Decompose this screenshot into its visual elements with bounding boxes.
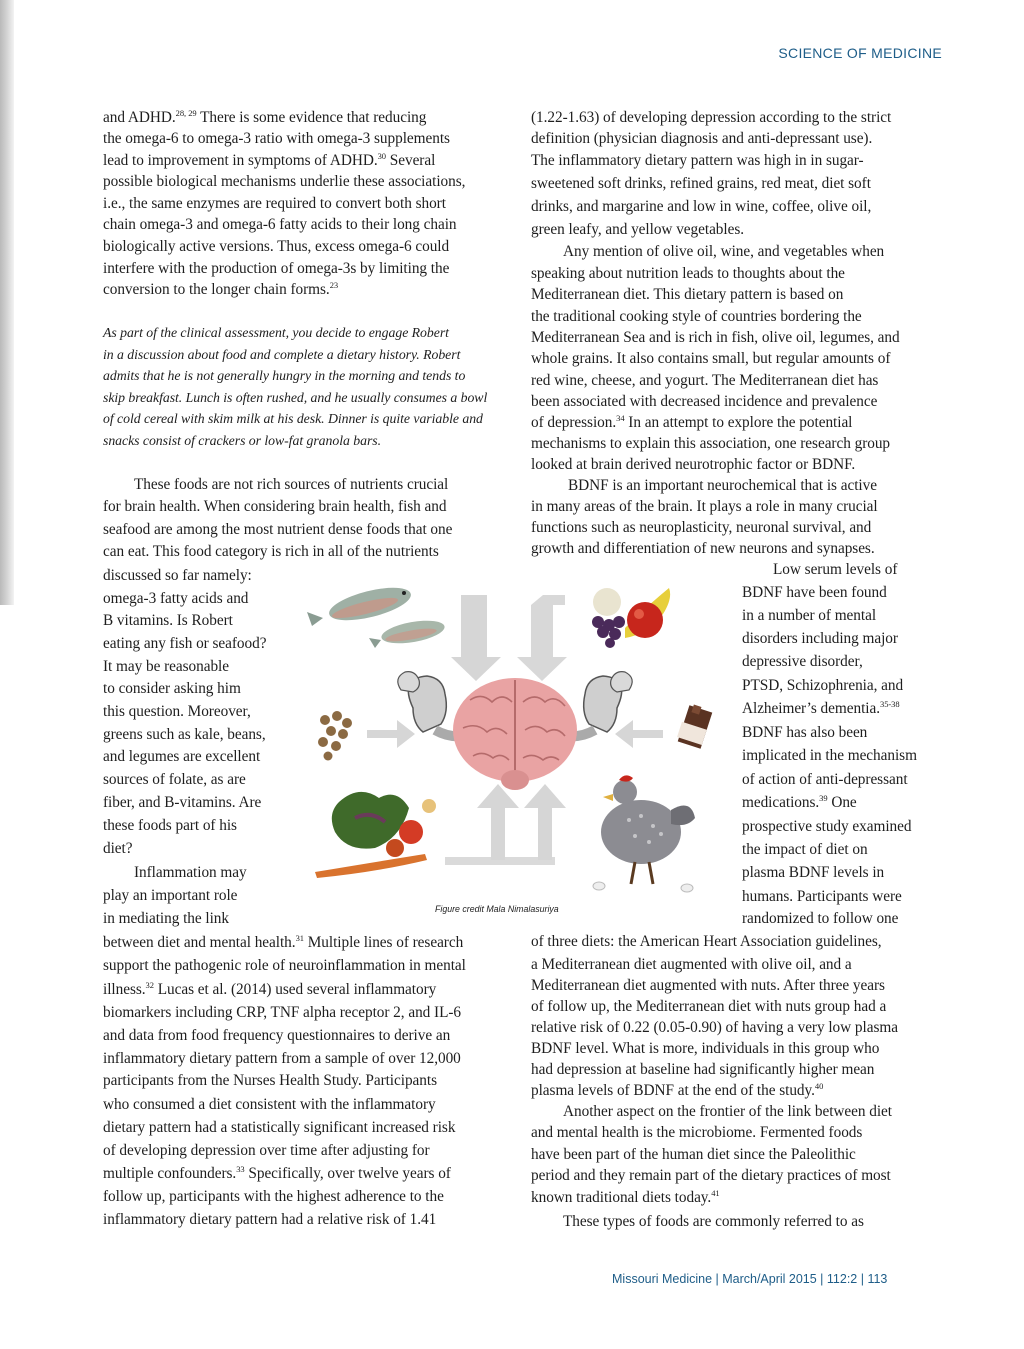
text-span: humans. Participants were [742, 888, 902, 905]
citation-superscript: 35-38 [880, 699, 900, 709]
right-line [531, 284, 843, 306]
right-line [531, 196, 871, 218]
citation-superscript: 31 [295, 933, 304, 943]
text-span: In an attempt to explore the potential [624, 414, 853, 431]
left-line [103, 171, 465, 193]
citation-superscript: 40 [814, 1081, 824, 1091]
text-span: a Mediterranean diet augmented with olive oil, and a [531, 956, 852, 973]
text-span: randomized to follow one [742, 910, 899, 927]
right-line [563, 1101, 892, 1123]
text-span: inflammatory dietary pattern from a sample of over 12,000 [103, 1050, 461, 1067]
text-span: fiber, and B-vitamins. Are [103, 794, 262, 811]
right-line [742, 628, 898, 650]
left-line [103, 885, 237, 907]
text-span: BDNF have been found [742, 584, 887, 601]
text-span: in many areas of the brain. It plays a role in many crucial [531, 498, 878, 515]
left-line [103, 746, 260, 768]
text-span: mechanisms to explain this association, one research group [531, 435, 891, 452]
text-span: prospective study examined [742, 818, 912, 835]
text-span: green leafy, and yellow vegetables. [531, 221, 745, 238]
text-span: (1.22-1.63) of developing depression according to the strict [531, 109, 892, 126]
text-span: Any mention of olive oil, wine, and vegetables when [563, 243, 885, 260]
text-span: lead to improvement in symptoms of ADHD. [103, 152, 378, 169]
right-line [531, 1165, 891, 1187]
text-span: red wine, cheese, and yogurt. The Mediterranean diet has [531, 372, 879, 389]
left-line [103, 1163, 451, 1185]
figure-credit: Figure credit Mala Nimalasuriya [435, 904, 559, 914]
text-span: the impact of diet on [742, 841, 868, 858]
right-line [531, 1038, 879, 1060]
left-line [103, 678, 241, 700]
right-line [531, 263, 845, 285]
text-span: BDNF has also been [742, 724, 868, 741]
text-span: and mental health is the microbiome. Fermented foods [531, 1124, 863, 1141]
text-span: biologically active versions. Thus, excess omega-6 could [103, 238, 450, 255]
left-line [103, 541, 439, 563]
right-line [742, 651, 863, 673]
text-span: Mediterranean diet. This dietary pattern is based on [531, 286, 844, 303]
citation-superscript: 41 [711, 1188, 720, 1198]
text-span: known traditional diets today. [531, 1189, 712, 1206]
text-span: Lucas et al. (2014) used several inflammatory [153, 981, 437, 998]
left-line [103, 365, 465, 387]
left-line [134, 474, 448, 496]
text-span: drinks, and margarine and low in wine, coffee, olive oil, [531, 198, 872, 215]
text-span: and ADHD. [103, 109, 176, 126]
text-span: looked at brain derived neurotrophic factor or BDNF. [531, 456, 856, 473]
text-span: As part of the clinical assessment, you decide to engage Robert [103, 325, 449, 340]
left-line [103, 792, 261, 814]
text-span: admits that he is not generally hungry in the morning and tends to [103, 368, 466, 383]
chocolate-icon [677, 705, 712, 749]
left-line [103, 1002, 461, 1024]
left-line [103, 279, 338, 301]
text-span: Specifically, over twelve years of [244, 1165, 451, 1182]
right-line [531, 1187, 720, 1209]
chicken-icon [593, 775, 695, 892]
right-line [531, 306, 862, 328]
left-line [103, 519, 452, 541]
text-span: growth and differentiation of new neurons and synapses. [531, 540, 875, 557]
vegetables-icon [315, 792, 436, 878]
text-span: implicated in the mechanism [742, 747, 917, 764]
text-span: of cold cereal with skim milk at his desk. Dinner is quite variable and [103, 411, 483, 426]
left-line [103, 193, 446, 215]
section-header: SCIENCE OF MEDICINE [778, 45, 942, 61]
text-span: depressive disorder, [742, 653, 863, 670]
text-span: disorders including major [742, 630, 898, 647]
right-line [742, 582, 887, 604]
text-span: BDNF level. What is more, individuals in this group who [531, 1040, 880, 1057]
right-line [531, 327, 900, 349]
right-line [742, 722, 867, 744]
right-line [742, 769, 908, 791]
right-line [742, 745, 917, 767]
text-span: Mediterranean diet augmented with nuts. After three years [531, 977, 885, 994]
text-span: medications. [742, 794, 820, 811]
left-line [103, 430, 381, 452]
right-line [531, 219, 744, 241]
text-span: Several [386, 152, 436, 169]
fish-icon [307, 581, 446, 648]
text-span: Multiple lines of research [303, 934, 464, 951]
text-span: participants from the Nurses Health Study. Participants [103, 1072, 437, 1089]
text-span: These types of foods are commonly referred to as [563, 1213, 864, 1230]
left-line [103, 610, 233, 632]
text-span: diet? [103, 840, 133, 857]
text-span: dietary pattern had a statistically significant increased risk [103, 1119, 456, 1136]
right-line [742, 839, 868, 861]
citation-superscript: 30 [377, 151, 386, 161]
right-line [531, 996, 886, 1018]
text-span: in a number of mental [742, 607, 877, 624]
left-line [103, 107, 426, 129]
right-line [531, 954, 852, 976]
text-span: Another aspect on the frontier of the link between diet [563, 1103, 892, 1120]
left-line [103, 1186, 444, 1208]
text-span: of action of anti-depressant [742, 771, 908, 788]
right-line [563, 1211, 864, 1233]
text-span: sweetened soft drinks, refined grains, red meat, diet soft [531, 175, 871, 192]
right-line [531, 370, 878, 392]
left-line [103, 701, 251, 723]
left-line [103, 815, 237, 837]
diet-brain-figure [295, 570, 735, 910]
left-line [103, 633, 266, 655]
text-span: to consider asking him [103, 680, 241, 697]
text-span: i.e., the same enzymes are required to convert both short [103, 195, 446, 212]
left-line [103, 1094, 436, 1116]
text-span: in a discussion about food and complete a dietary history. Robert [103, 347, 461, 362]
text-span: between diet and mental health. [103, 934, 296, 951]
left-line [103, 322, 449, 344]
text-span: multiple confounders. [103, 1165, 237, 1182]
right-line [531, 1080, 823, 1102]
right-line [531, 538, 875, 560]
citation-superscript: 32 [145, 980, 154, 990]
text-span: Alzheimer’s dementia. [742, 700, 880, 717]
text-span: of depression. [531, 414, 617, 431]
right-line [742, 792, 857, 814]
fruit-icon [592, 588, 670, 648]
right-line [742, 698, 900, 720]
text-span: definition (physician diagnosis and anti-depressant use). [531, 130, 873, 147]
right-line [742, 862, 884, 884]
text-span: interfere with the production of omega-3s by limiting the [103, 260, 450, 277]
text-span: whole grains. It also contains small, but regular amounts of [531, 350, 891, 367]
text-span: play an important role [103, 887, 238, 904]
left-line [103, 236, 449, 258]
right-line [531, 150, 864, 172]
left-line [103, 1025, 450, 1047]
citation-superscript: 28, 29 [175, 108, 197, 118]
left-line [103, 932, 463, 954]
text-span: snacks consist of crackers or low-fat granola bars. [103, 433, 381, 448]
text-span: One [827, 794, 857, 811]
text-span: in mediating the link [103, 910, 229, 927]
right-line [531, 1017, 898, 1039]
left-line [103, 387, 487, 409]
right-line [531, 931, 882, 953]
text-span: of developing depression over time after adjusting for [103, 1142, 430, 1159]
left-line [103, 908, 229, 930]
left-line [103, 979, 436, 1001]
left-line [103, 565, 252, 587]
left-line [103, 1117, 455, 1139]
right-line [531, 107, 891, 129]
right-line [531, 1122, 862, 1144]
left-line [103, 656, 229, 678]
text-span: sources of folate, as are [103, 771, 246, 788]
text-span: It may be reasonable [103, 658, 229, 675]
text-span: conversion to the longer chain forms. [103, 281, 330, 298]
text-span: period and they remain part of the dietary practices of most [531, 1167, 891, 1184]
text-span: plasma levels of BDNF at the end of the study. [531, 1082, 815, 1099]
text-span: these foods part of his [103, 817, 237, 834]
text-span: There is some evidence that reducing [196, 109, 427, 126]
text-span: PTSD, Schizophrenia, and [742, 677, 904, 694]
text-span: discussed so far namely: [103, 567, 252, 584]
left-line [103, 214, 457, 236]
text-span: who consumed a diet consistent with the inflammatory [103, 1096, 436, 1113]
text-span: eating any fish or seafood? [103, 635, 267, 652]
right-line [531, 412, 852, 434]
text-span: of three diets: the American Heart Association guidelines, [531, 933, 882, 950]
left-line [103, 838, 132, 860]
text-span: speaking about nutrition leads to thoughts about the [531, 265, 845, 282]
text-span: and data from food frequency questionnaires to derive an [103, 1027, 451, 1044]
text-span: illness. [103, 981, 146, 998]
text-span: Low serum levels of [773, 561, 898, 578]
right-line [531, 348, 890, 370]
text-span: follow up, participants with the highest adherence to the [103, 1188, 444, 1205]
text-span: functions such as neuroplasticity, neuronal survival, and [531, 519, 872, 536]
text-span: inflammatory dietary pattern had a relative risk of 1.41 [103, 1211, 437, 1228]
citation-superscript: 23 [329, 280, 339, 290]
text-span: support the pathogenic role of neuroinflammation in mental [103, 957, 466, 974]
text-span: greens such as kale, beans, [103, 726, 266, 743]
left-line [103, 588, 248, 610]
right-line [742, 886, 902, 908]
right-line [531, 1059, 874, 1081]
right-line [773, 559, 897, 581]
left-line [103, 496, 447, 518]
left-line [103, 150, 435, 172]
text-span: Mediterranean Sea and is rich in fish, olive oil, legumes, and [531, 329, 900, 346]
left-line [103, 1140, 430, 1162]
left-line [134, 862, 247, 884]
right-line [531, 1144, 856, 1166]
right-line [531, 496, 878, 518]
citation-superscript: 33 [236, 1164, 245, 1174]
right-line [742, 816, 911, 838]
right-line [531, 975, 885, 997]
right-line [531, 391, 877, 413]
right-line [531, 517, 871, 539]
right-line [742, 908, 898, 930]
text-span: for brain health. When considering brain health, fish and [103, 498, 447, 515]
text-span: been associated with decreased incidence and prevalence [531, 393, 878, 410]
text-span: the traditional cooking style of countries bordering the [531, 308, 862, 325]
right-line [742, 605, 876, 627]
left-line [103, 128, 450, 150]
left-line [103, 258, 449, 280]
right-line [531, 173, 871, 195]
scanned-page-edge [0, 0, 14, 605]
right-line [563, 241, 884, 263]
text-span: skip breakfast. Lunch is often rushed, and he usually consumes a bowl [103, 390, 488, 405]
text-span: chain omega-3 and omega-6 fatty acids to their long chain [103, 216, 457, 233]
brain-icon [398, 672, 632, 790]
text-span: The inflammatory dietary pattern was high in in sugar- [531, 152, 864, 169]
text-span: BDNF is an important neurochemical that is active [568, 477, 877, 494]
left-line [103, 1070, 437, 1092]
text-span: of follow up, the Mediterranean diet with nuts group had a [531, 998, 887, 1015]
text-span: this question. Moreover, [103, 703, 251, 720]
text-span: and legumes are excellent [103, 748, 261, 765]
left-line [103, 1048, 461, 1070]
text-span: seafood are among the most nutrient dense foods that one [103, 521, 453, 538]
right-line [531, 433, 890, 455]
text-span: Inflammation may [134, 864, 247, 881]
text-span: B vitamins. Is Robert [103, 612, 233, 629]
citation-superscript: 39 [819, 793, 828, 803]
right-line [568, 475, 877, 497]
footer-journal-info: Missouri Medicine | March/April 2015 | 112:2 | 113 [612, 1272, 888, 1286]
left-line [103, 1209, 436, 1231]
seeds-icon [318, 711, 352, 761]
right-line [742, 675, 903, 697]
text-span: can eat. This food category is rich in all of the nutrients [103, 543, 439, 560]
text-span: have been part of the human diet since the Paleolithic [531, 1146, 856, 1163]
text-span: biomarkers including CRP, TNF alpha receptor 2, and IL-6 [103, 1004, 462, 1021]
left-line [103, 724, 266, 746]
text-span: the omega-6 to omega-3 ratio with omega-3 supplements [103, 130, 450, 147]
right-line [531, 128, 872, 150]
left-line [103, 344, 460, 366]
left-line [103, 408, 483, 430]
left-line [103, 769, 246, 791]
text-span: plasma BDNF levels in [742, 864, 885, 881]
text-span: relative risk of 0.22 (0.05-0.90) of having a very low plasma [531, 1019, 898, 1036]
right-line [531, 454, 855, 476]
text-span: had depression at baseline had significantly higher mean [531, 1061, 875, 1078]
citation-superscript: 34 [616, 413, 625, 423]
left-line [103, 955, 466, 977]
text-span: possible biological mechanisms underlie these associations, [103, 173, 466, 190]
text-span: These foods are not rich sources of nutrients crucial [134, 476, 449, 493]
text-span: omega-3 fatty acids and [103, 590, 249, 607]
